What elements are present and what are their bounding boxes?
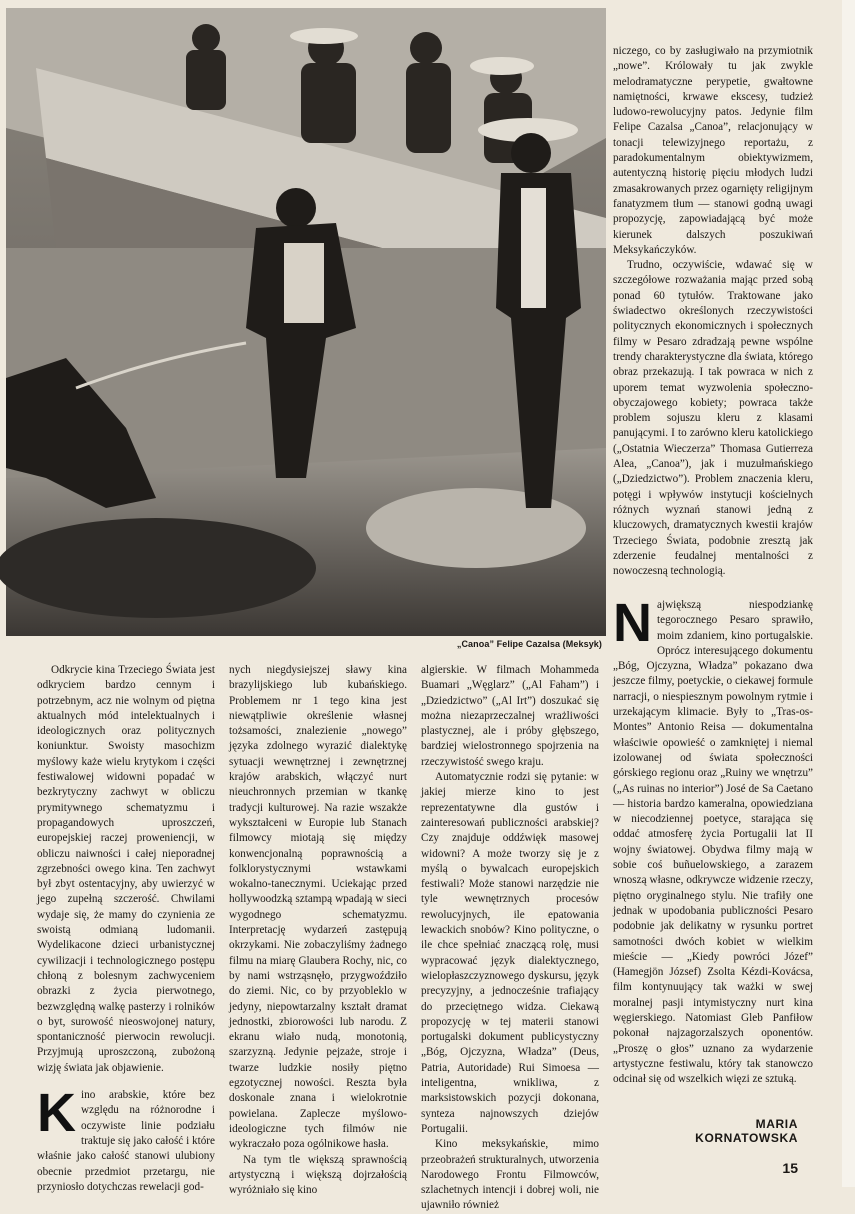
text-column-4: [613, 44, 813, 604]
film-still-photo: [6, 8, 606, 636]
dropcap-letter: K: [37, 1083, 76, 1144]
paragraph: Odkrycie kina Trzeciego Świata jest odkryciem bardzo cennym i potrzebnym, acz nie wolnym od piętna aktualnych mód intelektualnych i ideologicznych oraz politycznych koniunktur. Swoisty masochizm myślowy każe wielu krytykom i części festiwalowej widowni popadać w bezkrytyczny zachwyt w obliczu prymitywnego schematyzmu i propagandowych uproszczeń, europejskiej raczej proweniencji, w obliczu naiwności i całej nieporadnej zgrzebności owego kina. Ten zachwyt był zbyt ostentacyjny, aby uwierzyć w jego zupełną szczerość. Chwilami wydaje się, że mamy do czynienia ze swoistą odmianą ludomanii. Wydelikacone dzieci urbanistycznej cywilizacji i technologicznego postępu chłoną z bolesnym zachwyceniem obrazki z życia pierwotnego, bezwzględną walkę pasterzy i rolników o byt, surowość nieoswojonej natury, spontaniczność pierwocin rewolucji. Przyjmują uproszczoną, zubożoną wizję świata jak objawienie.: [37, 664, 215, 1074]
paragraph-dropcap: [37, 1083, 215, 1195]
paragraph-dropcap: [613, 593, 813, 1088]
paragraph-text: ajwiększą niespodziankę tegorocznego Pesaro sprawiło, moim zdaniem, kino portugalskie. Oprócz interesującego dokumentu „Bóg, Ojczyzna, Władza” pokazano dwa jeszcze filmy, poetyckie, o ciekawej formule narracji, o niespiesznym powolnym rytmie i urzekającym klimacie. Były to „Tras-os-Montes” Antonio Reisa — dokumentalna właściwie opowieść o zamkniętej i niemal izolowanej od świata społeczności górskiego regionu oraz „Ruiny we wnętrzu” („As ruinas no interior”) José de Sa Caetano — historia bardzo kameralna, opowiedziana w niecodziennej poetyce, starająca się oddać atmosferę życia Portugalii lat II wojny światowej. Obydwa filmy mają w sobie coś buñuelowskiego, a zarazem wnoszą własne, odkrywcze widzenie rzeczy, piętno oryginalnego stylu. Nie trafiły one jednak w upodobania publiczności Pesaro podobnie jak delikatny w rysunku portret samotności dwóch kobiet w wielkim mieście — „Kiedy powróci Józef” (Hamegjön József) Zsolta Kézdi-Kovácsa, film kontynuujący tak ważki w swej moralnej pasji intymistyczny nurt kina węgierskiego. Natomiast Gleb Panfiłow pokonał najzagorzalszych oponentów. „Proszę o głos” uznano za wydarzenie artystyczne festiwalu, który tak stanowczo odcinał się od wszelkich więzi ze sztuką.: [613, 599, 813, 1086]
text-column-1: [37, 663, 215, 1193]
paragraph: Kino meksykańskie, mimo przeobrażeń strukturalnych, utworzenia Narodowego Frontu Filmowców, szlachetnych intencji i dobrej woli, nie ujawniło również: [421, 1138, 599, 1212]
paragraph: Automatycznie rodzi się pytanie: w jakiej mierze kino to jest reprezentatywne dla gustów i zainteresowań publiczności arabskiej? Czy znajduje oddźwięk masowej widowni? A może tworzy się je z myślą o bywalcach europejskich festiwali? Może stanowi narzędzie nie tyle wewnętrznych procesów rewolucyjnych, ile epatowania lewackich snobów? Kino polityczne, o ile chce spełniać znaczącą rolę, musi wypracować język dialektycznego, wielopłaszczyznowego dyskursu, język precyzyjny, a jednocześnie trafiający do przeciętnego widza. Ciekawą propozycję w tej materii stanowi portugalski dokument publicystyczny „Bóg, Ojczyzna, Władza” (Deus, Patria, Autoridade) Rui Simoesa — inteligentna, wnikliwa, z marksistowskich pozycji dokonana, synteza najnowszych dziejów Portugalii.: [421, 771, 599, 1135]
film-still-illustration: [6, 8, 606, 636]
paragraph: niczego, co by zasługiwało na przymiotnik „nowe”. Królowały tu jak zwykle melodramatyczne perypetie, gwałtowne namiętności, krwawe ekscesy, tudzież ludowo-rewolucyjny patos. Jedynie film Felipe Cazalsa „Canoa”, relacjonujący w tonacji telewizyjnego reportażu, z paradokumentalnym obiektywizmem, autentyczną historię pięciu młodych ludzi zmasakrowanych przez ogarnięty religijnym fanatyzmem tłum — stanowi godną uwagi propozycję, zapowiadającą być może kierunek dalszych poszukiwań Meksykańczyków.: [613, 45, 813, 256]
text-column-5: [613, 593, 813, 1128]
author-signature: MARIA KORNATOWSKA: [695, 1117, 798, 1145]
paragraph: Na tym tle większą sprawnością artystyczną i większą dojrzałością wyróżniało się kino: [229, 1153, 407, 1197]
paragraph: nych niegdysiejszej sławy kina brazylijskiego lub kubańskiego. Problemem nr 1 tego kina jest niewątpliwie określenie własnej tożsamości, znalezienie „nowego” języka zdolnego wyrazić dialektykę sytuacji wewnętrznej i zewnętrznej krajów arabskich, włączyć nurt nieuchronnych przemian w tkankę tradycji kulturowej. Na razie wszakże wykształceni w Europie lub Stanach filmowcy miotają się między konwencjonalną poprawnością a folklorystycznymi wstawkami wokalno-tanecznymi. Uciekając przed hollywoodzką sztampą wpadają w sieci wygodnego schematyzmu. Interpretację wydarzeń zastępują okrzykami. Nie zobaczyliśmy żadnego filmu na miarę Glaubera Rochy, nic, co by nami wstrząsnęło, przygwoździło do ziemi. Nic, co by przyobleklo w jedyny, niepowtarzalny kształt dramat jednostki, zbiorowości lub narodu. Z ekranu wiało nudą, monotonią, szarzyzną. Jedynie pejzaże, stroje i twarze ludzkie nosiły piętno egzotycznej nowości. Reszta była doskonale znana i wielokrotnie powielana. Zaplecze myślowo-ideologiczne tych filmów nie wykraczało poza ogólnikowe hasła.: [229, 664, 407, 1151]
paragraph: algierskie. W filmach Mohammeda Buamari „Węglarz” („Al Faham”) i „Dziedzictwo” („Al Irt”) doszukać się można niezaprzeczalnej wrażliwości plastycznej, ale i próby głębszego, bardziej wielostronnego spojrzenia na rzeczywistość swego kraju.: [421, 664, 599, 768]
paragraph-text: ino arabskie, które bez względu na różnorodne i oczywiste linie podziału traktuje się jako całość i które właśnie jako całość stanowi ulubiony obecnie przedmiot przetargu, nie przyniosło dotychczas rewelacji god-: [37, 1089, 215, 1193]
dropcap-letter: N: [613, 593, 652, 653]
photo-caption: „Canoa” Felipe Cazalsa (Meksyk): [456, 639, 602, 649]
text-column-2: [229, 663, 407, 1197]
text-column-3: [421, 663, 599, 1212]
page-edge: [842, 0, 855, 1187]
page-number: 15: [782, 1160, 798, 1176]
paragraph: Trudno, oczywiście, wdawać się w szczegółowe rozważania mając przed sobą ponad 60 tytułów. Traktowane jako świadectwo określonych rzeczywistości politycznych ekonomicznych i społecznych filmy w Pesaro zdradzają pewne wspólne trendy charakterystyczne dla świata, którego obraz przekazują. I tak powraca w nich z uporem temat wyzwolenia społeczno-obyczajowego kobiety; powraca także problem sojuszu kleru z klasami panującymi. I to zarówno kleru katolickiego („Ostatnia Wieczerza” Thomasa Gutierreza Alea, „Canoa”), jak i muzułmańskiego („Dziedzictwo”). Problem znaczenia kleru, potęgi i wpływów instytucji kościelnych różnych wyznań stanowi jedną z kluczowych, dramatycznych kwestii krajów Trzeciego Świata, podobnie zresztą jak zderzenie feudalnej mentalności z nowoczesną technologią.: [613, 259, 813, 578]
